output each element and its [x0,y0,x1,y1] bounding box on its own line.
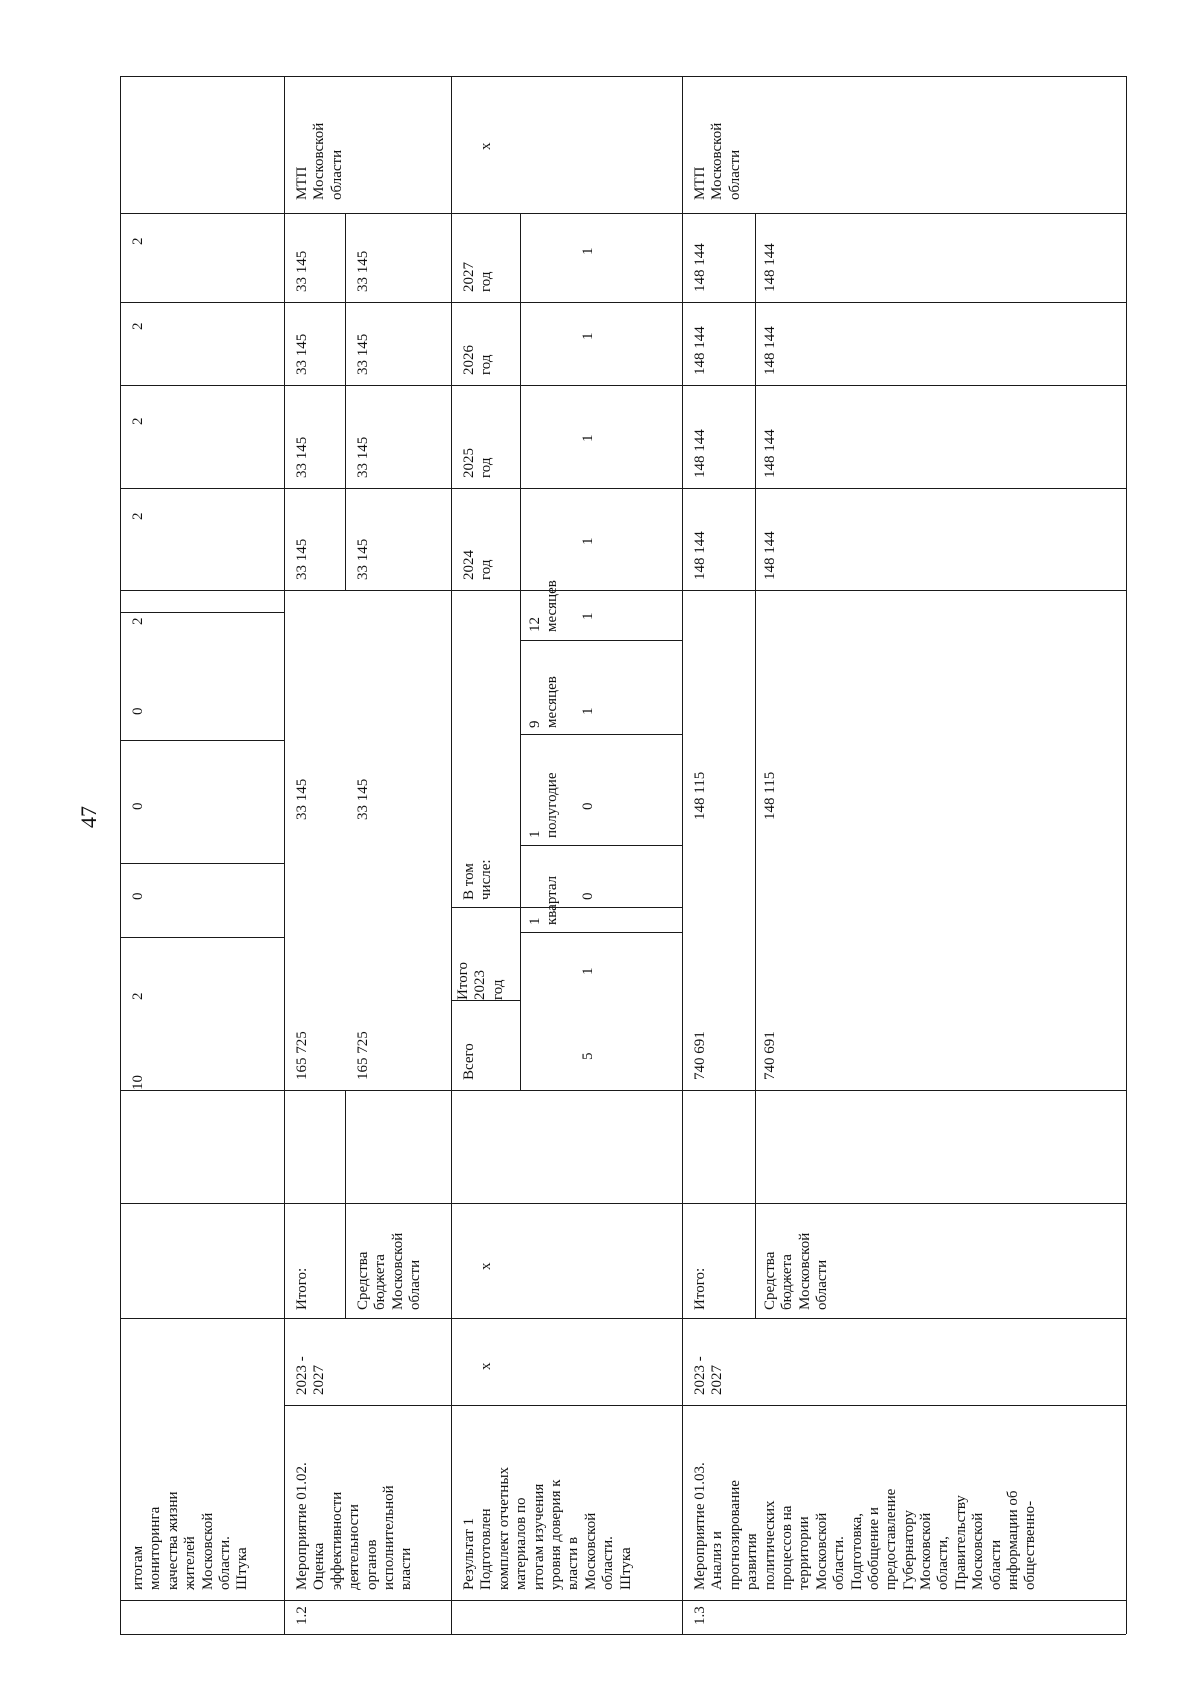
row12-budget-2023-text: 33 145 [355,778,371,820]
row13-total-2024-text: 148 144 [692,531,708,580]
row13-period-text: 2023 - 2027 [692,1356,726,1395]
result-h-2027 [461,202,511,292]
table-border-bottom [120,1634,1126,1635]
row12-name-text: Мероприятие 01.02. Оценка эффективности деятельности органов исполнительной власти [294,1462,415,1590]
result-h-12m-text: 12 месяцев [527,580,561,632]
result-v-total-text: 5 [580,1052,596,1060]
column-rule [682,1318,1126,1319]
result-h-total-text: Всего [461,1043,477,1080]
column-rule [284,1203,451,1204]
result-h-q1-text: 1 квартал [527,875,561,925]
row13-budget-2026 [762,285,812,375]
row12-number [294,1595,334,1625]
result-h-total [461,990,511,1080]
column-rule [682,590,1126,591]
budget-table [120,76,1126,1634]
row13-total-label [692,1210,742,1310]
row13-total-2025-text: 148 144 [692,429,708,478]
row12-total-2025 [294,388,344,478]
result-h-half [527,748,561,838]
row12-budget-2024 [355,490,405,580]
result-v-2026-text: 1 [580,332,596,340]
row0-2026-text: 2 [130,322,146,330]
row0-9m [130,655,270,715]
page-number: 47 [76,806,101,828]
row12-budget-2027-text: 33 145 [355,250,371,292]
row13-budget-2027 [762,202,812,292]
column-rule [682,1405,1126,1406]
column-rule [120,740,284,741]
row13-budget-2025-text: 148 144 [762,429,778,478]
row-separator [284,76,285,1634]
row13-number [692,1595,732,1625]
column-rule [520,932,682,933]
row12-total-2023 [294,730,344,820]
column-rule [284,590,451,591]
row0-q1 [130,840,270,900]
row12-total-2026 [294,285,344,375]
row-split [345,1203,346,1318]
result-h-incl-text: В том числе: [461,859,495,900]
row13-number-text: 1.3 [692,1606,708,1625]
result-h-2023-text: Итого 2023 год [455,962,506,1000]
result-v-2027 [580,225,620,255]
row13-budget-all [762,990,812,1080]
row12-budget-2024-text: 33 145 [355,538,371,580]
result-v-2023-text: 1 [580,967,596,975]
row12-total-2027 [294,202,344,292]
row12-total-2023-text: 33 145 [294,778,310,820]
row12-total-2024-text: 33 145 [294,538,310,580]
row12-period [294,1315,344,1395]
result-v-2025-text: 1 [580,434,596,442]
column-rule [682,302,1126,303]
result-v-2024-text: 1 [580,537,596,545]
row-split [755,213,756,1203]
column-rule [120,1318,284,1319]
result-h-2024-text: 2024 год [461,550,495,580]
result-v-9m-text: 1 [580,707,596,715]
row13-total-2026 [692,285,742,375]
column-rule [682,213,1126,214]
result-v-12m-text: 1 [580,612,596,620]
row12-total-all-text: 165 725 [294,1031,310,1080]
result-h-q1 [527,835,561,925]
result-h-12m [527,542,561,632]
result-executor-text: x [478,142,494,150]
result-h-2023 [455,940,525,1000]
result-source [478,1240,518,1270]
column-rule [451,1405,682,1406]
row12-budget-2026-text: 33 145 [355,333,371,375]
row12-budget-label [355,1210,445,1310]
column-rule [284,1090,451,1091]
row13-total-2026-text: 148 144 [692,326,708,375]
row0-name-text: итогам мониторинга качества жизни жителей Московской области. Штука [130,1491,251,1590]
row13-budget-2024 [762,490,812,580]
result-h-2024 [461,490,511,580]
result-h-half-text: 1 полугодие [527,772,561,838]
row12-total-2026-text: 33 145 [294,333,310,375]
row13-budget-2024-text: 148 144 [762,531,778,580]
result-v-2027-text: 1 [580,247,596,255]
row0-q1-text: 0 [130,892,146,900]
result-name-text: Результат 1 Подготовлен комплект отчетных материалов по итогам изучения уровня доверия к власти в Московской области. Штука [461,1466,634,1590]
row-split [345,213,346,590]
column-rule [451,907,682,908]
row12-budget-label-text: Средства бюджета Московской области [355,1232,424,1310]
column-rule [682,385,1126,386]
result-h-9m [527,638,561,728]
row13-total-label-text: Итого: [692,1267,708,1310]
row0-2023-text: 2 [130,992,146,1000]
result-v-9m [580,685,620,715]
row0-12m [130,565,270,625]
row0-2027-text: 2 [130,237,146,245]
column-rule [120,1090,284,1091]
column-rule [682,1600,1126,1601]
result-v-q1 [580,870,620,900]
result-h-2026-text: 2026 год [461,345,495,375]
column-rule [520,734,682,735]
row0-total-text: 10 [130,1075,146,1090]
row12-budget-2025-text: 33 145 [355,436,371,478]
column-rule [451,385,682,386]
result-source-text: x [478,1262,494,1270]
row13-budget-all-text: 740 691 [762,1031,778,1080]
result-h-2025-text: 2025 год [461,448,495,478]
row12-budget-all-text: 165 725 [355,1031,371,1080]
row13-budget-2026-text: 148 144 [762,326,778,375]
result-v-12m [580,590,620,620]
column-rule [451,590,682,591]
row13-total-2024 [692,490,742,580]
row12-budget-2026 [355,285,405,375]
result-executor [478,120,518,150]
row-split [520,213,521,590]
column-rule [451,1600,682,1601]
row0-2023 [130,940,270,1000]
row13-total-2023-text: 148 115 [692,771,708,820]
row12-name [294,1410,444,1590]
column-rule [284,385,451,386]
result-v-half-text: 0 [580,802,596,810]
column-rule [120,937,284,938]
row12-budget-2023 [355,730,405,820]
result-v-2023 [580,945,620,975]
column-rule [284,1405,451,1406]
result-v-half [580,780,620,810]
row13-budget-label-text: Средства бюджета Московской области [762,1232,831,1310]
row12-total-2024 [294,490,344,580]
row0-half [130,750,270,810]
row12-number-text: 1.2 [294,1606,310,1625]
row0-2025 [130,365,270,425]
row13-total-2027-text: 148 144 [692,243,708,292]
row13-executor [692,100,782,200]
column-rule [682,1203,1126,1204]
row13-budget-2023-text: 148 115 [762,771,778,820]
row-separator [451,76,452,1634]
row-separator [682,76,683,1634]
row12-total-2025-text: 33 145 [294,436,310,478]
result-period-text: x [478,1362,494,1370]
row0-2027 [130,185,270,245]
result-h-9m-text: 9 месяцев [527,676,561,728]
result-v-2024 [580,515,620,545]
row0-2024 [130,460,270,520]
row13-total-all-text: 740 691 [692,1031,708,1080]
row12-executor [294,100,384,200]
row13-total-2027 [692,202,742,292]
row12-budget-2025 [355,388,405,478]
row13-budget-label [762,1210,852,1310]
row0-name [130,1400,270,1590]
result-h-incl [461,720,511,900]
result-v-q1-text: 0 [580,892,596,900]
result-name [461,1410,676,1590]
row12-total-label [294,1210,344,1310]
row0-12m-text: 2 [130,617,146,625]
row13-budget-2027-text: 148 144 [762,243,778,292]
row12-budget-all [355,990,405,1080]
row12-total-label-text: Итого: [294,1267,310,1310]
row0-2024-text: 2 [130,512,146,520]
table-border-top [120,76,1126,77]
row-split [755,1203,756,1318]
row12-period-text: 2023 - 2027 [294,1356,328,1395]
column-rule [120,1600,284,1601]
row12-budget-2027 [355,202,405,292]
row13-total-2023 [692,730,742,820]
table-border-left [120,76,121,1634]
row13-total-2025 [692,388,742,478]
result-v-2025 [580,412,620,442]
row0-2025-text: 2 [130,417,146,425]
row13-total-all [692,990,742,1080]
column-rule [451,1203,682,1204]
row13-budget-2025 [762,388,812,478]
column-rule [682,488,1126,489]
row13-name-text: Мероприятие 01.03. Анализ и прогнозирование развития политических процессов на территории Московской области. Подготовка, обобщение и предоставление Губернатору Московской области, Правительству Московской области информации об общественно- [692,1462,1039,1590]
row-split [520,590,521,907]
row0-half-text: 0 [130,802,146,810]
table-border-right [1126,76,1127,1634]
row13-period [692,1315,742,1395]
result-h-2025 [461,388,511,478]
row0-2026 [130,270,270,330]
result-v-total [580,1030,620,1060]
result-v-2026 [580,310,620,340]
column-rule [120,1203,284,1204]
row13-name [692,1410,1039,1590]
row12-total-all [294,990,344,1080]
column-rule [451,1318,682,1319]
result-h-2026 [461,285,511,375]
row0-9m-text: 0 [130,707,146,715]
row12-total-2027-text: 33 145 [294,250,310,292]
row-split [345,1090,346,1203]
column-rule [682,1090,1126,1091]
row12-executor-text: МТП Московской области [294,122,345,200]
row13-budget-2023 [762,730,812,820]
result-h-2027-text: 2027 год [461,262,495,292]
row13-executor-text: МТП Московской области [692,122,743,200]
column-rule [451,1090,682,1091]
result-period [478,1340,518,1370]
